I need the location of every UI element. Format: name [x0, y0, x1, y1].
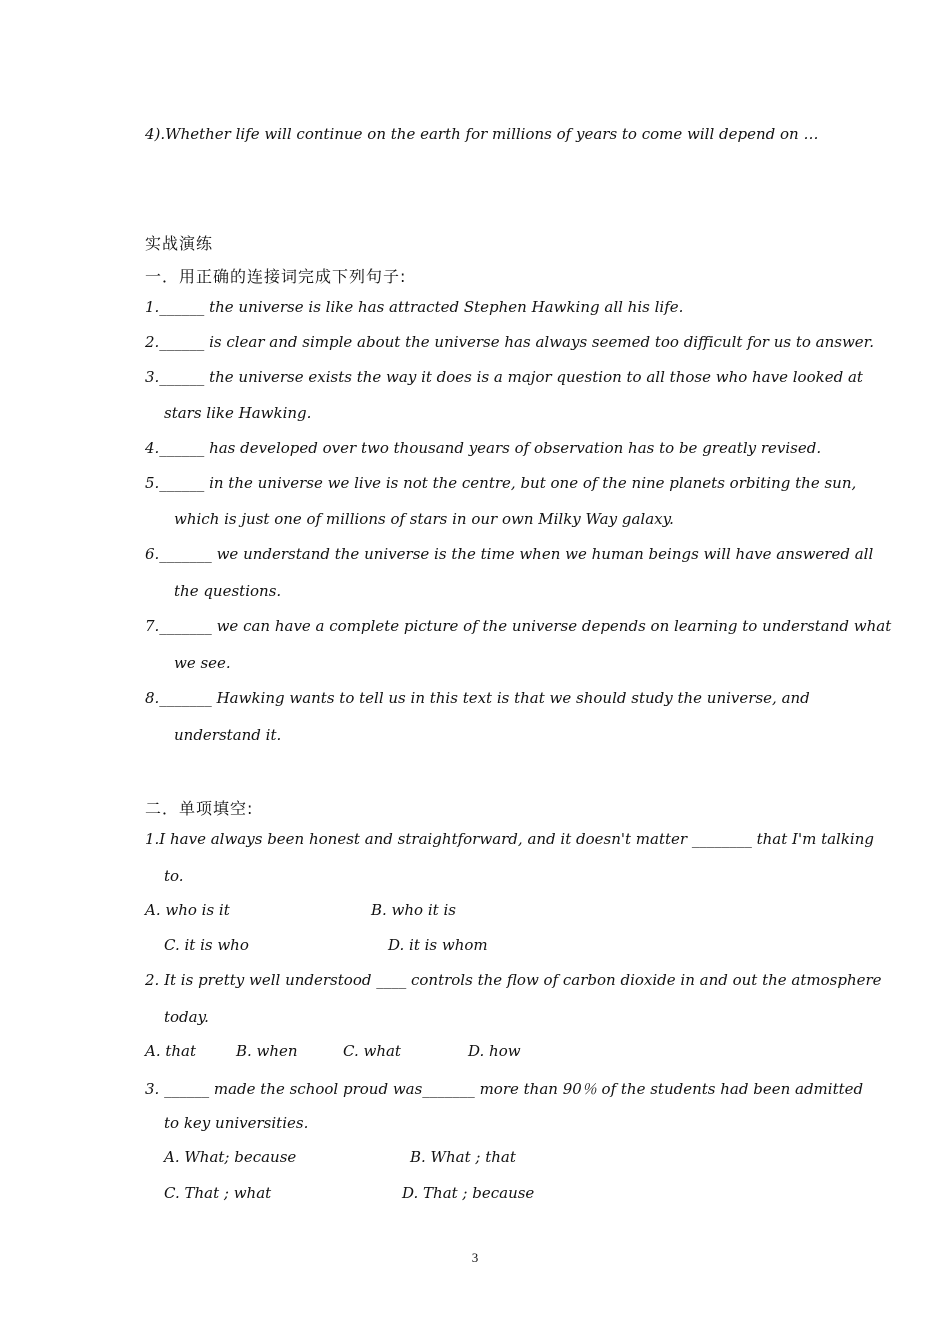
- top-line: 4).Whether life will continue on the earth for millions of years to come will depend on …: [145, 125, 819, 143]
- q3-option-a: A. What; because: [164, 1148, 297, 1166]
- q3-option-d: D. That ; because: [402, 1184, 535, 1202]
- q1-stem-cont: to.: [164, 867, 184, 885]
- q3-option-b: B. What ; that: [410, 1148, 516, 1166]
- q1-option-d: D. it is whom: [388, 936, 488, 954]
- part1-item-5-cont: which is just one of millions of stars in our own Milky Way galaxy.: [174, 510, 674, 528]
- q2-option-b: B. when: [236, 1042, 298, 1060]
- part1-item-6: 6._______ we understand the universe is the time when we human beings will have answered all: [145, 545, 874, 563]
- part2-heading: 二．单项填空:: [145, 799, 254, 818]
- part1-item-3-cont: stars like Hawking.: [164, 404, 312, 422]
- q1-stem: 1.I have always been honest and straightforward, and it doesn't matter ________ that I'm talking: [145, 830, 874, 848]
- q2-stem: 2. It is pretty well understood ____ controls the flow of carbon dioxide in and out the atmosphere: [145, 971, 882, 989]
- q2-option-d: D. how: [468, 1042, 521, 1060]
- q1-option-b: B. who it is: [371, 901, 456, 919]
- q2-stem-cont: today.: [164, 1008, 209, 1026]
- q2-option-a: A. that: [145, 1042, 197, 1060]
- part1-item-7: 7._______ we can have a complete picture of the universe depends on learning to understand what: [145, 617, 892, 635]
- part1-heading: 一．用正确的连接词完成下列句子:: [145, 267, 407, 286]
- part1-item-2: 2.______ is clear and simple about the universe has always seemed too difficult for us to answer.: [145, 333, 874, 351]
- section-title: 实战演练: [145, 234, 214, 253]
- q1-option-c: C. it is who: [164, 936, 249, 954]
- part1-item-4: 4.______ has developed over two thousand years of observation has to be greatly revised.: [145, 439, 822, 457]
- q3-stem-cont: to key universities.: [164, 1114, 309, 1132]
- part1-item-7-cont: we see.: [174, 654, 231, 672]
- page-number: 3: [471, 1250, 479, 1265]
- q2-option-c: C. what: [343, 1042, 401, 1060]
- part1-item-8: 8._______ Hawking wants to tell us in this text is that we should study the universe, and: [145, 689, 810, 707]
- part1-item-6-cont: the questions.: [174, 582, 282, 600]
- part1-item-5: 5.______ in the universe we live is not the centre, but one of the nine planets orbiting the sun,: [145, 474, 857, 492]
- q3-stem: 3. ______ made the school proud was_______ more than 90％ of the students had been admitted: [145, 1080, 864, 1098]
- part1-item-3: 3.______ the universe exists the way it does is a major question to all those who have looked at: [145, 368, 863, 386]
- part1-item-1: 1.______ the universe is like has attracted Stephen Hawking all his life.: [145, 298, 684, 316]
- q1-option-a: A. who is it: [145, 901, 230, 919]
- part1-item-8-cont: understand it.: [174, 726, 282, 744]
- q3-option-c: C. That ; what: [164, 1184, 272, 1202]
